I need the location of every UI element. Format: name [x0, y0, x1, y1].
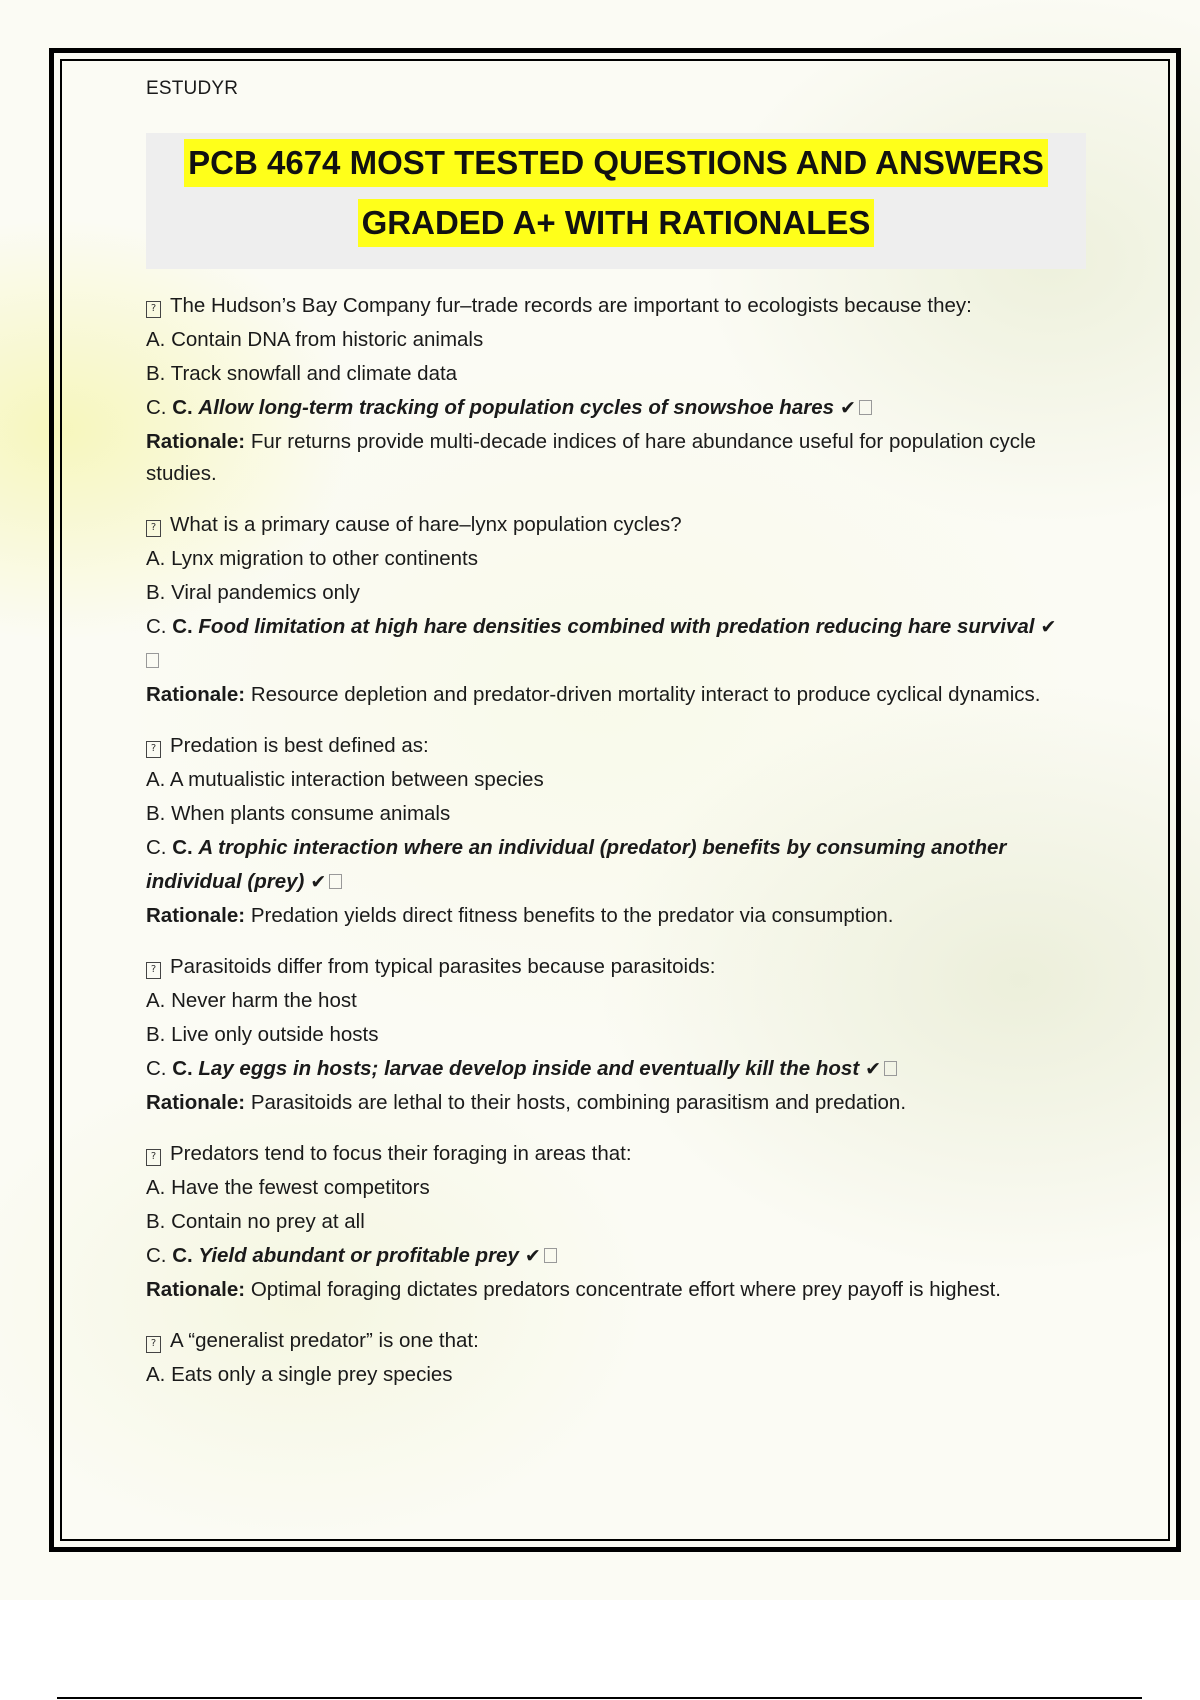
correct-answer: C. C. Food limitation at high hare densities combined with predation reducing hare survival ✔ — [146, 610, 1086, 678]
check-mark-icon: ✔ — [524, 1245, 541, 1267]
question-block — [146, 289, 1086, 490]
option-b: B. Live only outside hosts — [146, 1023, 379, 1046]
question-block — [146, 1137, 1086, 1306]
option-b: B. Track snowfall and climate data — [146, 362, 458, 385]
question-text: ? The Hudson’s Bay Company fur–trade records are important to ecologists because they: — [146, 289, 1086, 323]
empty-box-icon — [544, 1248, 557, 1263]
empty-box-icon — [329, 874, 342, 889]
question-text: ? Predators tend to focus their foraging in areas that: — [146, 1137, 1086, 1171]
question-block — [146, 1324, 1086, 1392]
option-b: B. Viral pandemics only — [146, 581, 360, 604]
rationale: Rationale: Fur returns provide multi-decade indices of hare abundance useful for population cycle studies. — [146, 430, 1036, 485]
bottom-rule — [57, 1697, 1142, 1699]
document-content — [146, 70, 1086, 1392]
question-box-icon: ? — [146, 520, 161, 537]
option-a: A. Never harm the host — [146, 989, 357, 1012]
rationale: Rationale: Resource depletion and predator-driven mortality interact to produce cyclical dynamics. — [146, 683, 1041, 706]
question-box-icon: ? — [146, 741, 161, 758]
check-mark-icon: ✔ — [1040, 616, 1057, 638]
empty-box-icon — [146, 653, 159, 668]
question-box-icon: ? — [146, 962, 161, 979]
option-a: A. Contain DNA from historic animals — [146, 328, 484, 351]
option-a: A. A mutualistic interaction between species — [146, 768, 544, 791]
option-b: B. Contain no prey at all — [146, 1210, 365, 1233]
option-b: B. When plants consume animals — [146, 802, 451, 825]
question-block — [146, 950, 1086, 1119]
rationale: Rationale: Predation yields direct fitness benefits to the predator via consumption. — [146, 904, 894, 927]
correct-answer: C. C. Allow long-term tracking of population cycles of snowshoe hares ✔ — [146, 391, 1086, 425]
option-a: A. Eats only a single prey species — [146, 1363, 453, 1386]
check-mark-icon: ✔ — [310, 871, 327, 893]
correct-answer: C. C. Lay eggs in hosts; larvae develop inside and eventually kill the host ✔ — [146, 1052, 1086, 1086]
title-line-2: GRADED A+ WITH RATIONALES — [358, 199, 875, 247]
question-block — [146, 508, 1086, 711]
correct-answer: C. C. Yield abundant or profitable prey ✔ — [146, 1239, 1086, 1273]
brand-label: ESTUDYR — [146, 78, 239, 99]
empty-box-icon — [884, 1061, 897, 1076]
option-a: A. Lynx migration to other continents — [146, 547, 478, 570]
question-text: ? What is a primary cause of hare–lynx population cycles? — [146, 508, 1086, 542]
title-line-1: PCB 4674 MOST TESTED QUESTIONS AND ANSWERS — [184, 139, 1048, 187]
correct-answer: C. C. A trophic interaction where an individual (predator) benefits by consuming another individual (prey) ✔ — [146, 836, 1007, 893]
check-mark-icon: ✔ — [840, 397, 856, 419]
option-a: A. Have the fewest competitors — [146, 1176, 430, 1199]
rationale: Rationale: Parasitoids are lethal to their hosts, combining parasitism and predation. — [146, 1091, 907, 1114]
title-band — [146, 133, 1086, 269]
question-box-icon: ? — [146, 1336, 161, 1353]
rationale: Rationale: Optimal foraging dictates predators concentrate effort where prey payoff is highest. — [146, 1278, 1001, 1301]
question-box-icon: ? — [146, 1149, 161, 1166]
empty-box-icon — [859, 400, 872, 415]
question-block — [146, 729, 1086, 932]
question-text: ? Predation is best defined as: — [146, 729, 1086, 763]
question-box-icon: ? — [146, 301, 161, 318]
question-text: ? A “generalist predator” is one that: — [146, 1324, 1086, 1358]
question-text: ? Parasitoids differ from typical parasites because parasitoids: — [146, 950, 1086, 984]
check-mark-icon: ✔ — [865, 1058, 882, 1080]
